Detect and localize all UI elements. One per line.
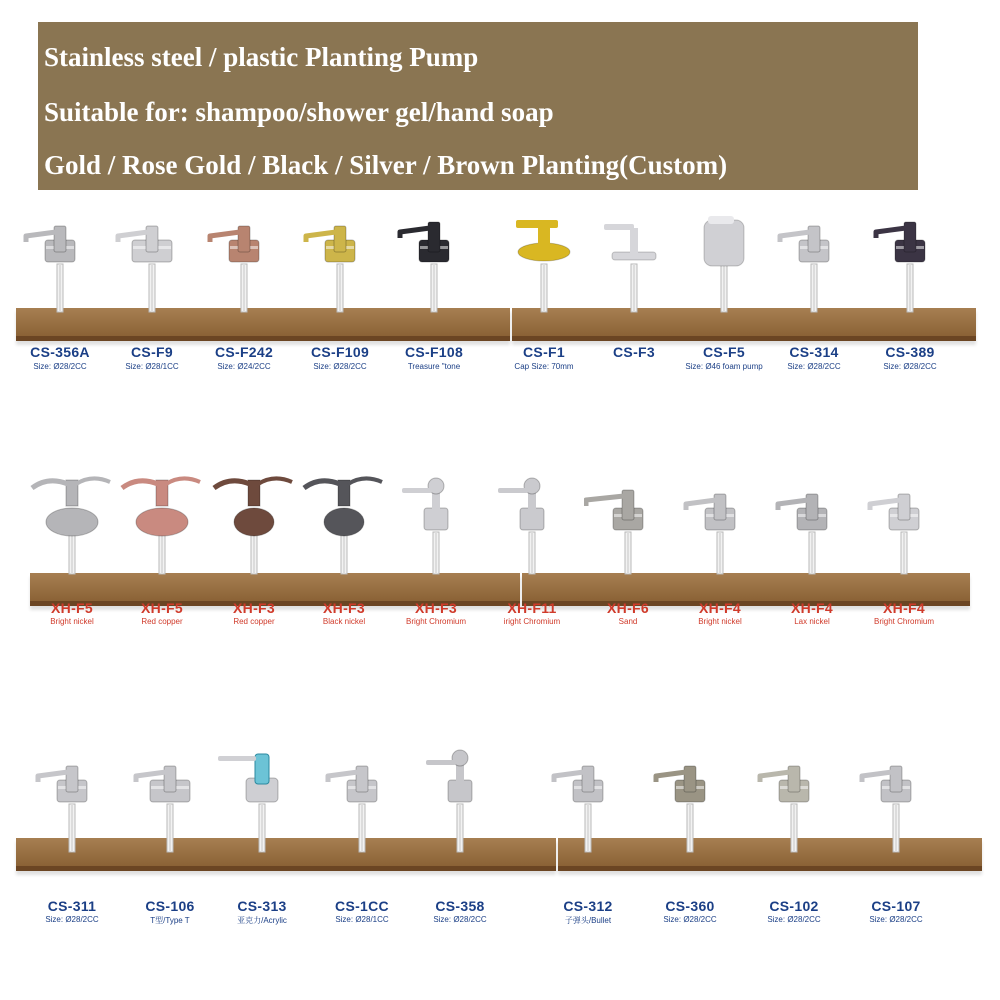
pump-image <box>210 462 298 602</box>
product-item <box>866 200 954 400</box>
pump-image <box>218 722 306 862</box>
pump-nozzle <box>708 216 734 224</box>
pump-actuator <box>684 766 696 792</box>
product-item <box>296 200 384 400</box>
pump-collar <box>234 508 274 536</box>
pump-image <box>646 722 734 862</box>
product-item <box>590 200 678 400</box>
pump-actuator <box>54 226 66 252</box>
product-item <box>390 200 478 400</box>
product-spec: 子弹头/Bullet <box>564 916 612 925</box>
title-banner <box>38 22 918 190</box>
product-code: CS-F108 <box>404 344 464 360</box>
product-item <box>28 462 116 662</box>
pump-nozzle <box>214 481 250 488</box>
pump-image <box>676 462 764 602</box>
product-code: XH-F11 <box>507 600 557 616</box>
product-spec: Size: Ø24/2CC <box>217 362 271 371</box>
product-spec: Black nickel <box>322 617 366 626</box>
pump-actuator <box>714 494 726 520</box>
pump-nozzle <box>604 224 634 230</box>
product-item <box>118 462 206 662</box>
product-code: CS-389 <box>885 344 935 360</box>
pump-illustration <box>38 766 87 852</box>
product-item <box>416 722 504 922</box>
product-spec: Size: Ø46 foam pump <box>685 362 763 371</box>
product-code: CS-102 <box>769 898 819 914</box>
pump-illustration <box>686 494 735 574</box>
pump-actuator <box>238 226 250 252</box>
product-spec: Bright Chromium <box>873 617 934 626</box>
product-item <box>210 462 298 662</box>
pump-image <box>488 462 576 602</box>
product-code: CS-356A <box>30 344 90 360</box>
pump-illustration <box>32 478 110 574</box>
pump-nozzle <box>32 481 68 488</box>
pump-actuator <box>538 226 550 252</box>
product-item <box>676 462 764 662</box>
product-spec: Size: Ø28/2CC <box>45 915 99 924</box>
pump-illustration <box>306 226 355 312</box>
product-item <box>218 722 306 925</box>
product-spec: Size: Ø28/2CC <box>433 915 487 924</box>
product-code: CS-107 <box>871 898 921 914</box>
pump-actuator <box>334 226 346 252</box>
product-item <box>584 462 672 662</box>
product-code: CS-358 <box>435 898 485 914</box>
pump-image <box>296 200 384 340</box>
pump-illustration <box>122 478 200 574</box>
product-spec: Lax nickel <box>794 617 830 626</box>
pump-illustration <box>760 766 809 852</box>
pump-nozzle <box>304 481 340 488</box>
banner-line-material: Stainless steel / plastic Planting Pump <box>44 42 479 72</box>
product-spec: Treasure "tone <box>407 362 461 371</box>
pump-image <box>392 462 480 602</box>
pump-nozzle <box>402 488 432 493</box>
product-code: CS-1CC <box>335 898 389 914</box>
product-spec: Size: Ø28/2CC <box>869 915 923 924</box>
pump-illustration <box>862 766 911 852</box>
pump-image <box>852 722 940 862</box>
product-spec: Bright Chromium <box>405 617 466 626</box>
product-code: XH-F4 <box>791 600 833 616</box>
pump-illustration <box>870 494 919 574</box>
product-spec: Size: Ø28/1CC <box>125 362 179 371</box>
product-code: XH-F6 <box>607 600 649 616</box>
product-spec: iright Chromium <box>503 617 561 626</box>
pump-collar <box>704 220 744 266</box>
product-spec: Size: Ø28/1CC <box>335 915 389 924</box>
pump-image <box>28 722 116 862</box>
product-code: CS-F9 <box>131 344 173 360</box>
product-item <box>860 462 948 662</box>
pump-image <box>544 722 632 862</box>
product-item <box>488 462 576 662</box>
pump-illustration <box>118 226 172 312</box>
product-item <box>126 722 214 925</box>
product-code: CS-F5 <box>703 344 745 360</box>
product-spec: 亚克力/Acrylic <box>237 916 287 925</box>
product-code: XH-F3 <box>415 600 457 616</box>
pump-image <box>108 200 196 340</box>
pump-illustration <box>214 478 292 574</box>
pump-illustration <box>26 226 75 312</box>
pump-illustration <box>328 766 377 852</box>
pump-collar <box>324 508 364 536</box>
product-code: XH-F4 <box>883 600 925 616</box>
product-code: CS-313 <box>237 898 287 914</box>
product-spec: Sand <box>618 617 638 626</box>
pump-image <box>770 200 858 340</box>
product-item <box>750 722 838 922</box>
product-item <box>500 200 588 400</box>
pump-actuator <box>146 226 158 252</box>
product-code: CS-312 <box>563 898 613 914</box>
pump-image <box>750 722 838 862</box>
pump-illustration <box>656 766 705 852</box>
product-item <box>300 462 388 662</box>
pump-actuator <box>808 226 820 252</box>
product-code: XH-F4 <box>699 600 741 616</box>
product-item <box>200 200 288 400</box>
pump-image <box>860 462 948 602</box>
pump-illustration <box>498 478 544 574</box>
pump-illustration <box>876 222 925 312</box>
pump-image <box>28 462 116 602</box>
pump-illustration <box>210 226 259 312</box>
product-spec: Bright nickel <box>698 617 742 626</box>
product-item <box>108 200 196 400</box>
pump-image <box>416 722 504 862</box>
product-code: CS-F1 <box>523 344 565 360</box>
pump-actuator <box>898 494 910 520</box>
pump-nozzle <box>876 228 906 238</box>
pump-image <box>16 200 104 340</box>
product-spec: Cap Size: 70mm <box>514 362 574 371</box>
product-item <box>16 200 104 400</box>
pump-actuator <box>255 754 269 784</box>
pump-illustration <box>604 224 656 312</box>
pump-illustration <box>218 754 278 852</box>
product-spec: Red copper <box>233 617 275 626</box>
pump-nozzle <box>122 481 158 488</box>
product-item <box>28 722 116 922</box>
product-item <box>544 722 632 925</box>
product-item <box>392 462 480 662</box>
pump-collar <box>46 508 98 536</box>
product-spec: Size: Ø28/2CC <box>767 915 821 924</box>
product-code: CS-314 <box>789 344 839 360</box>
pump-illustration <box>704 216 744 312</box>
pump-actuator <box>788 766 800 792</box>
pump-image <box>584 462 672 602</box>
pump-image <box>390 200 478 340</box>
product-item <box>852 722 940 922</box>
product-spec: Size: Ø28/2CC <box>663 915 717 924</box>
pump-image <box>768 462 856 602</box>
pump-illustration <box>136 766 190 852</box>
product-spec: Size: Ø28/2CC <box>33 362 87 371</box>
pump-illustration <box>778 494 827 574</box>
pump-nozzle <box>400 228 430 238</box>
pump-actuator <box>582 766 594 792</box>
product-item <box>768 462 856 662</box>
pump-illustration <box>304 478 382 574</box>
product-code: XH-F3 <box>323 600 365 616</box>
product-code: CS-106 <box>145 898 195 914</box>
pump-image <box>300 462 388 602</box>
pump-collar <box>136 508 188 536</box>
product-spec: Size: Ø28/2CC <box>787 362 841 371</box>
product-code: XH-F5 <box>51 600 93 616</box>
product-spec: Bright nickel <box>50 617 94 626</box>
pump-nozzle <box>516 220 558 228</box>
product-code: XH-F5 <box>141 600 183 616</box>
product-code: CS-360 <box>665 898 715 914</box>
pump-image <box>590 200 678 340</box>
pump-image <box>318 722 406 862</box>
pump-illustration <box>780 226 829 312</box>
pump-image <box>680 200 768 340</box>
product-code: CS-F109 <box>310 344 370 360</box>
product-code: CS-F3 <box>613 344 655 360</box>
pump-actuator <box>630 228 638 254</box>
pump-actuator <box>890 766 902 792</box>
pump-actuator <box>356 766 368 792</box>
pump-illustration <box>400 222 449 312</box>
product-item <box>646 722 734 922</box>
banner-line-finishes: Gold / Rose Gold / Black / Silver / Brown Planting(Custom) <box>44 150 728 180</box>
product-spec: T型/Type T <box>150 916 190 925</box>
product-spec: Size: Ø28/2CC <box>313 362 367 371</box>
pump-image <box>200 200 288 340</box>
pump-illustration <box>426 750 472 852</box>
pump-image <box>118 462 206 602</box>
pump-illustration <box>586 490 643 574</box>
pump-actuator <box>164 766 176 792</box>
pump-illustration <box>402 478 448 574</box>
pump-actuator <box>66 766 78 792</box>
banner-line-usage: Suitable for: shampoo/shower gel/hand soap <box>44 97 554 127</box>
product-code: XH-F3 <box>233 600 275 616</box>
pump-nozzle <box>586 496 624 506</box>
pump-nozzle <box>218 756 256 761</box>
pump-actuator <box>806 494 818 520</box>
pump-illustration <box>516 220 570 312</box>
product-item <box>680 200 768 400</box>
product-item <box>770 200 858 400</box>
pump-nozzle <box>426 760 456 765</box>
pump-nozzle <box>498 488 528 493</box>
product-code: CS-F242 <box>214 344 274 360</box>
product-spec: Red copper <box>141 617 183 626</box>
product-spec: Size: Ø28/2CC <box>883 362 937 371</box>
product-code: CS-311 <box>47 898 97 914</box>
pump-image <box>866 200 954 340</box>
pump-image <box>126 722 214 862</box>
pump-illustration <box>554 766 603 852</box>
product-item <box>318 722 406 922</box>
pump-image <box>500 200 588 340</box>
